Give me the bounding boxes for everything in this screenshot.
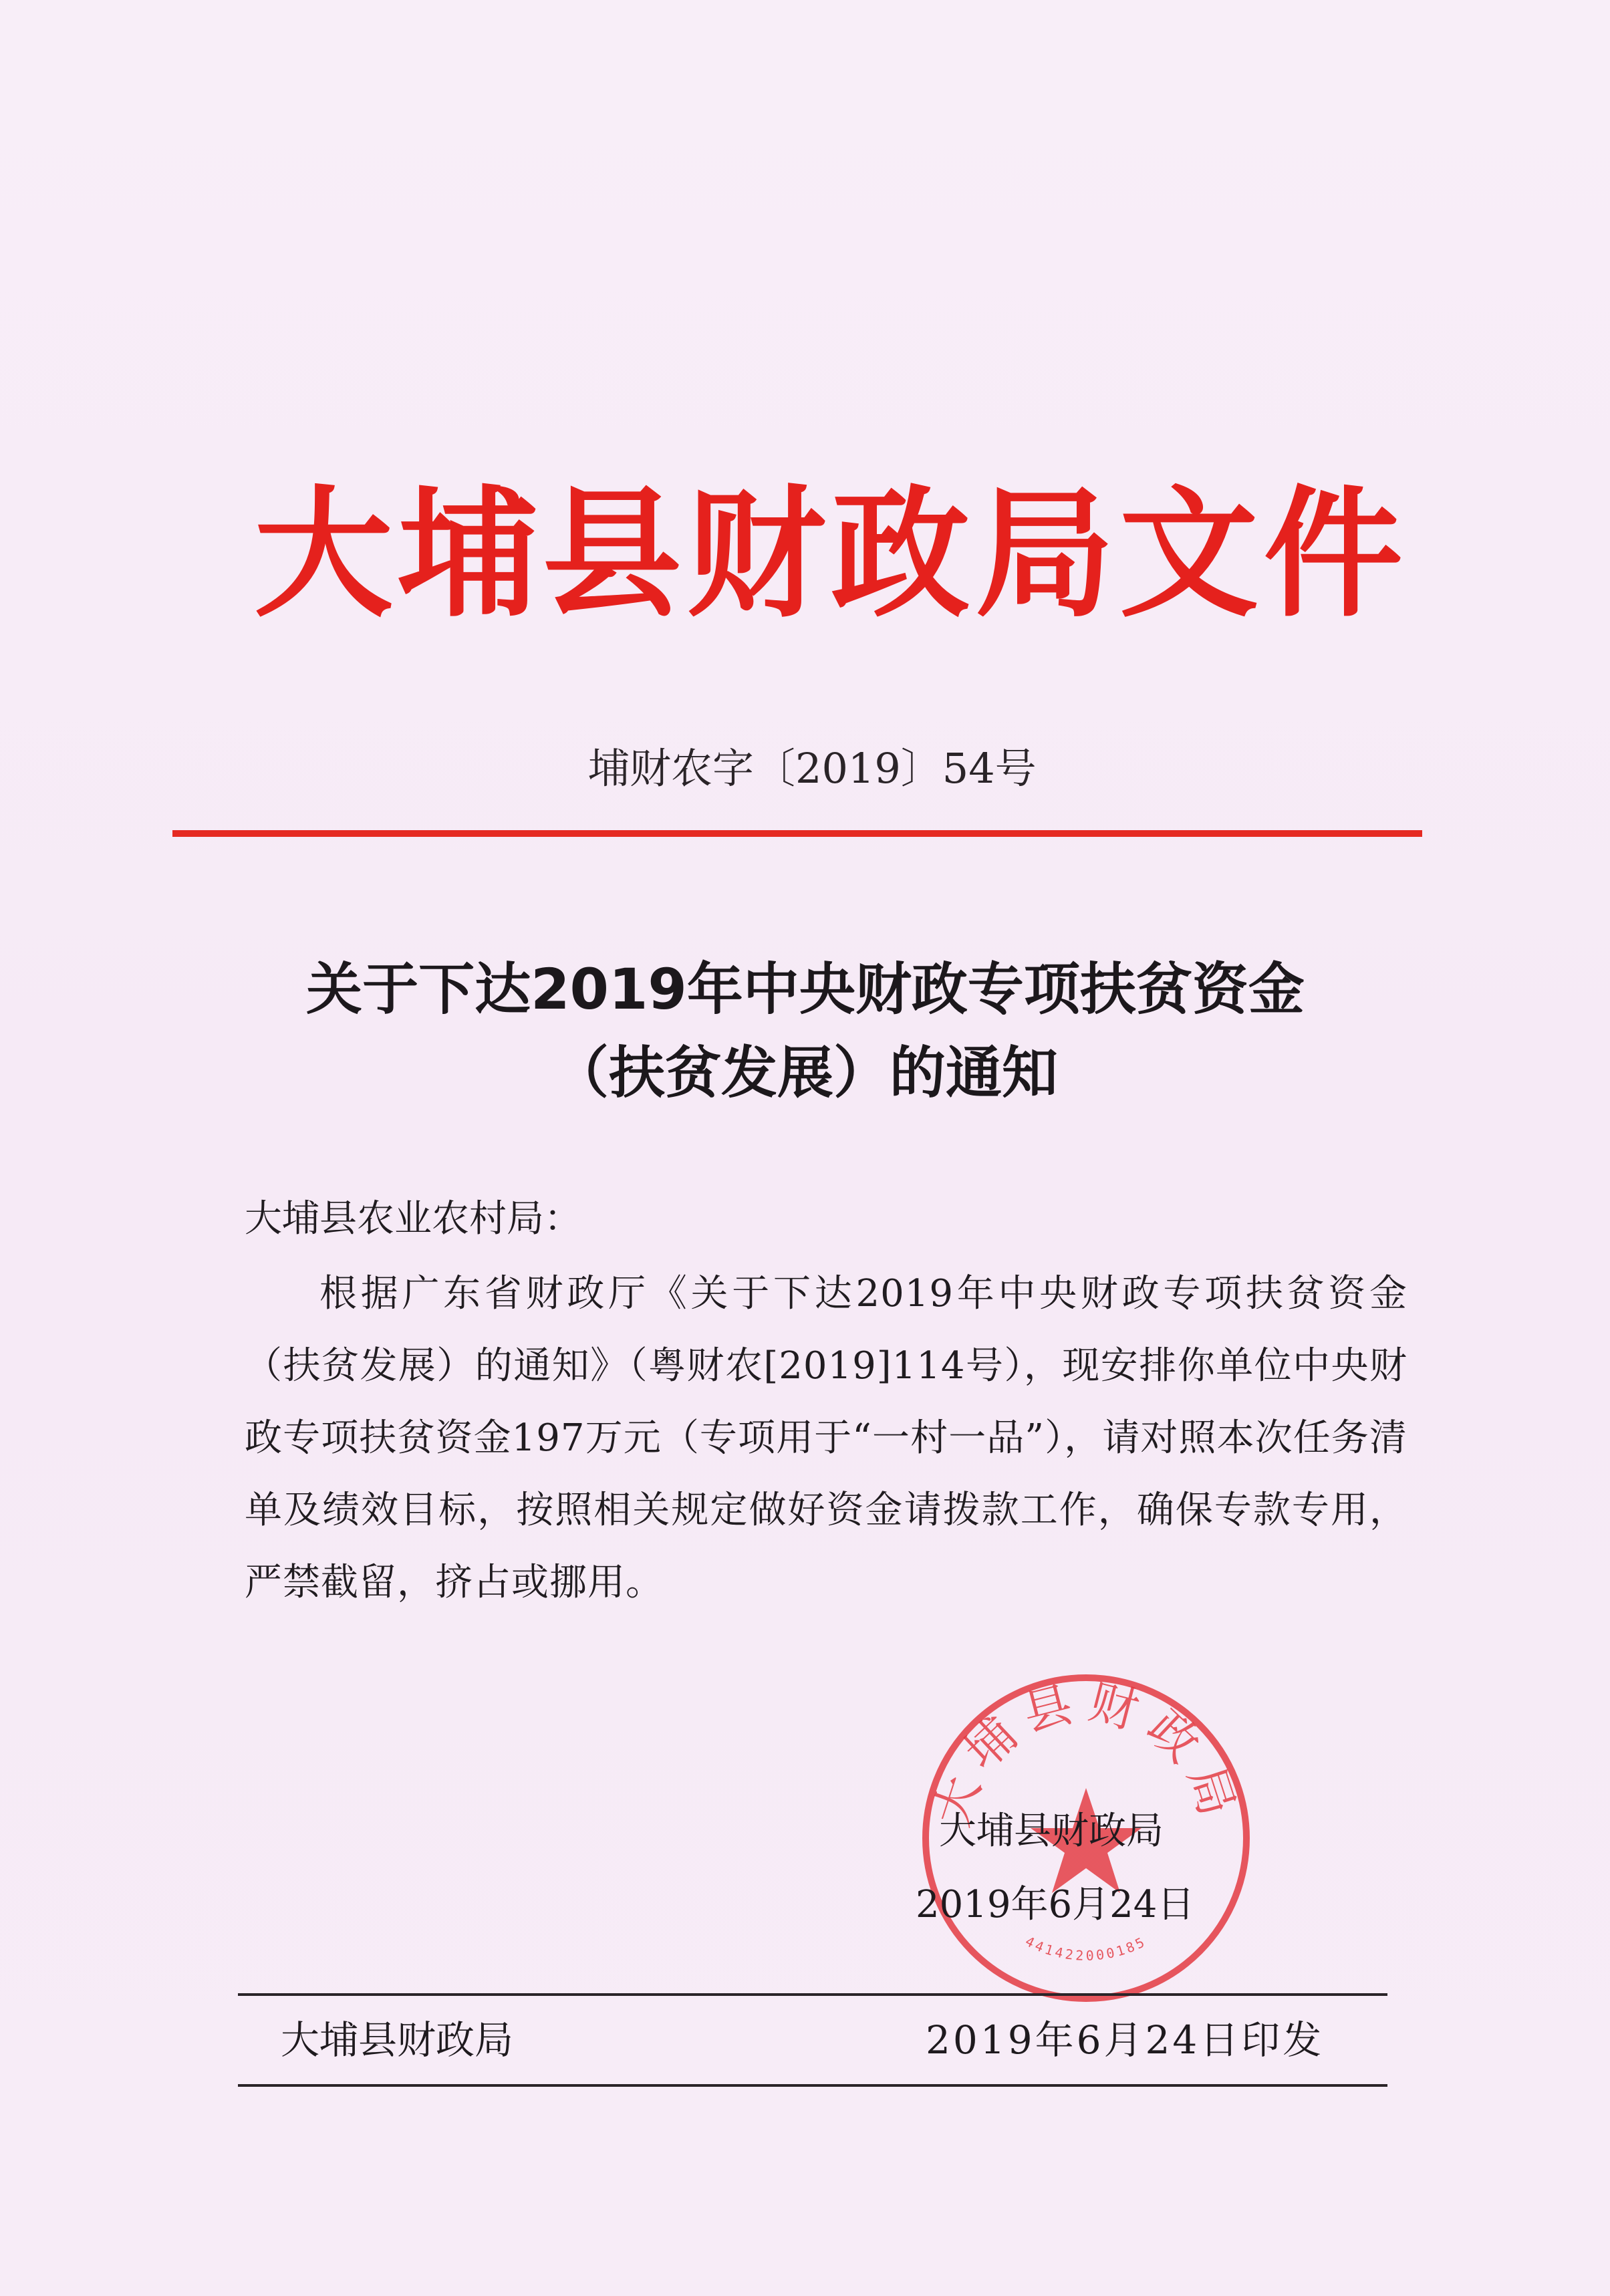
footer-organization: 大埔县财政局 [281,2017,514,2063]
notice-title-line-1: 关于下达2019年中央财政专项扶贫资金 [306,956,1305,1022]
body-paragraph: 根据广东省财政厅《关于下达2019年中央财政专项扶贫资金（扶贫发展）的通知》（粤财农[2019]114号），现安排你单位中央财政专项扶贫资金197万元（专项用于“一村一品”），请对照本次任务清单及绩效目标，按照相关规定做好资金请拨款工作，确保专款专用，严禁截留，挤占或挪用。 [245,1272,1407,1604]
seal-code: 441422000185 [1023,1932,1150,1964]
footer-print-date: 2019年6月24日印发 [926,2017,1325,2063]
seal-text: 大埔县财政局 [923,1673,1249,1833]
document-number: 埔财农字〔2019〕54号 [588,744,1037,793]
svg-text:441422000185 [1023,1933,1149,1964]
footer-top-rule [238,1993,1387,1996]
footer-bottom-rule [238,2084,1387,2087]
signature-date: 2019年6月24日 [916,1883,1195,1926]
notice-title-line-2: （扶贫发展）的通知 [552,1040,1058,1106]
salutation: 大埔县农业农村局： [245,1197,581,1241]
issuer-header-title: 大埔县财政局文件 [254,473,1408,636]
signature-organization: 大埔县财政局 [939,1809,1164,1853]
red-separator-line [172,830,1422,837]
